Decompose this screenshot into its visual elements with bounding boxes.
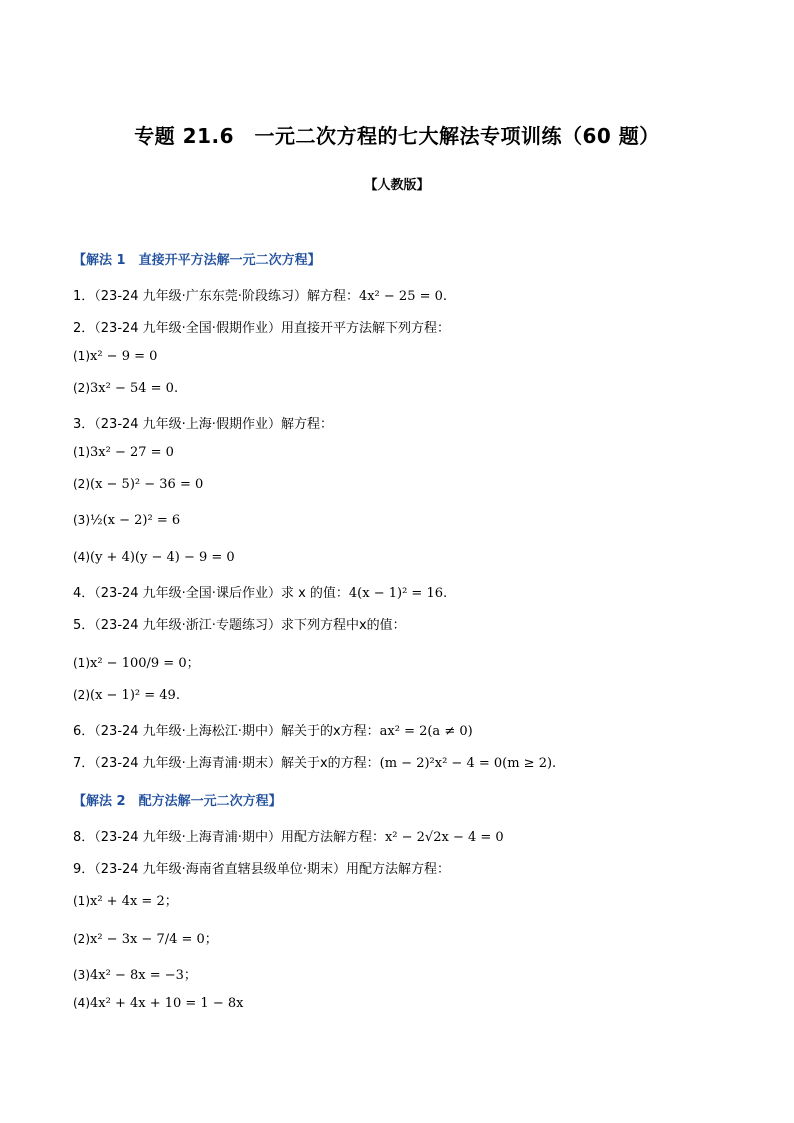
sub-question-line <box>73 688 180 703</box>
sub-label: (2) <box>73 932 90 946</box>
question-line <box>73 720 473 739</box>
sub-question-line <box>73 928 218 947</box>
page-title: 专题 21.6 一元二次方程的七大解法专项训练（60 题） <box>134 124 660 148</box>
sub-question-line <box>73 550 235 565</box>
page-subtitle: 【人教版】 <box>364 178 430 193</box>
equation: x² − 9 = 0 <box>90 349 158 364</box>
section-heading: 【解法 2 配方法解一元二次方程】 <box>73 794 282 809</box>
question-text: 2．（23-24 九年级·全国·假期作业）用直接开平方法解下列方程： <box>73 321 450 336</box>
question-line <box>73 826 504 845</box>
question-text: 6．（23-24 九年级·上海松江·期中）解关于的x方程： <box>73 724 380 739</box>
sub-label: (3) <box>73 513 90 527</box>
equation: (x − 5)² − 36 = 0 <box>90 477 204 492</box>
sub-question-line <box>73 477 203 492</box>
sub-label: (2) <box>73 477 90 491</box>
sub-label: (4) <box>73 550 90 564</box>
equation: 4x² − 25 = 0. <box>358 289 448 304</box>
sub-label: (3) <box>73 968 90 982</box>
sub-label: (1) <box>73 445 90 459</box>
equation: 3x² − 27 = 0 <box>90 445 174 460</box>
sub-question-line <box>73 652 200 671</box>
sub-question-line <box>73 381 178 396</box>
question-line <box>73 614 406 633</box>
question-line <box>73 752 556 771</box>
sub-question-line <box>73 513 180 528</box>
question-text: 7．（23-24 九年级·上海青浦·期末）解关于x的方程： <box>73 756 380 771</box>
question-text: 1．（23-24 九年级·广东东莞·阶段练习）解方程： <box>73 289 359 304</box>
question-text: 5．（23-24 九年级·浙江·专题练习）求下列方程中x的值： <box>73 618 406 633</box>
sub-label: (1) <box>73 656 90 670</box>
question-text: 4．（23-24 九年级·全国·课后作业）求 x 的值： <box>73 586 349 601</box>
equation: (x − 1)² = 49. <box>90 688 180 703</box>
sub-label: (2) <box>73 381 90 395</box>
equation: x² + 4x = 2； <box>90 894 178 909</box>
equation: ax² = 2(a ≠ 0) <box>379 724 473 739</box>
sub-question-line <box>73 349 157 364</box>
sub-label: (2) <box>73 688 90 702</box>
sub-question-line <box>73 964 197 983</box>
sub-label: (1) <box>73 349 90 363</box>
equation: (y + 4)(y − 4) − 9 = 0 <box>90 550 235 565</box>
question-text: 8．（23-24 九年级·上海青浦·期中）用配方法解方程： <box>73 830 385 845</box>
equation: 3x² − 54 = 0. <box>90 381 179 396</box>
sub-label: (4) <box>73 996 90 1010</box>
sub-label: (1) <box>73 894 90 908</box>
question-text: 3．（23-24 九年级·上海·假期作业）解方程： <box>73 417 333 432</box>
equation: 4x² − 8x = −3； <box>90 968 197 983</box>
equation: x² − 100/9 = 0； <box>90 656 200 671</box>
question-line <box>73 413 333 432</box>
equation: (m − 2)²x² − 4 = 0(m ≥ 2). <box>379 756 557 771</box>
question-line <box>73 285 447 304</box>
equation: x² − 2√2x − 4 = 0 <box>384 830 504 845</box>
sub-question-line <box>73 445 174 460</box>
question-line <box>73 858 450 877</box>
sub-question-line <box>73 996 243 1011</box>
question-line <box>73 317 450 336</box>
section-heading: 【解法 1 直接开平方法解一元二次方程】 <box>73 253 321 268</box>
equation: ½(x − 2)² = 6 <box>90 513 181 528</box>
equation: 4(x − 1)² = 16. <box>348 586 448 601</box>
equation: x² − 3x − 7/4 = 0； <box>90 932 218 947</box>
sub-question-line <box>73 890 178 909</box>
equation: 4x² + 4x + 10 = 1 − 8x <box>90 996 244 1011</box>
question-line <box>73 582 447 601</box>
question-text: 9．（23-24 九年级·海南省直辖县级单位·期末）用配方法解方程： <box>73 862 450 877</box>
